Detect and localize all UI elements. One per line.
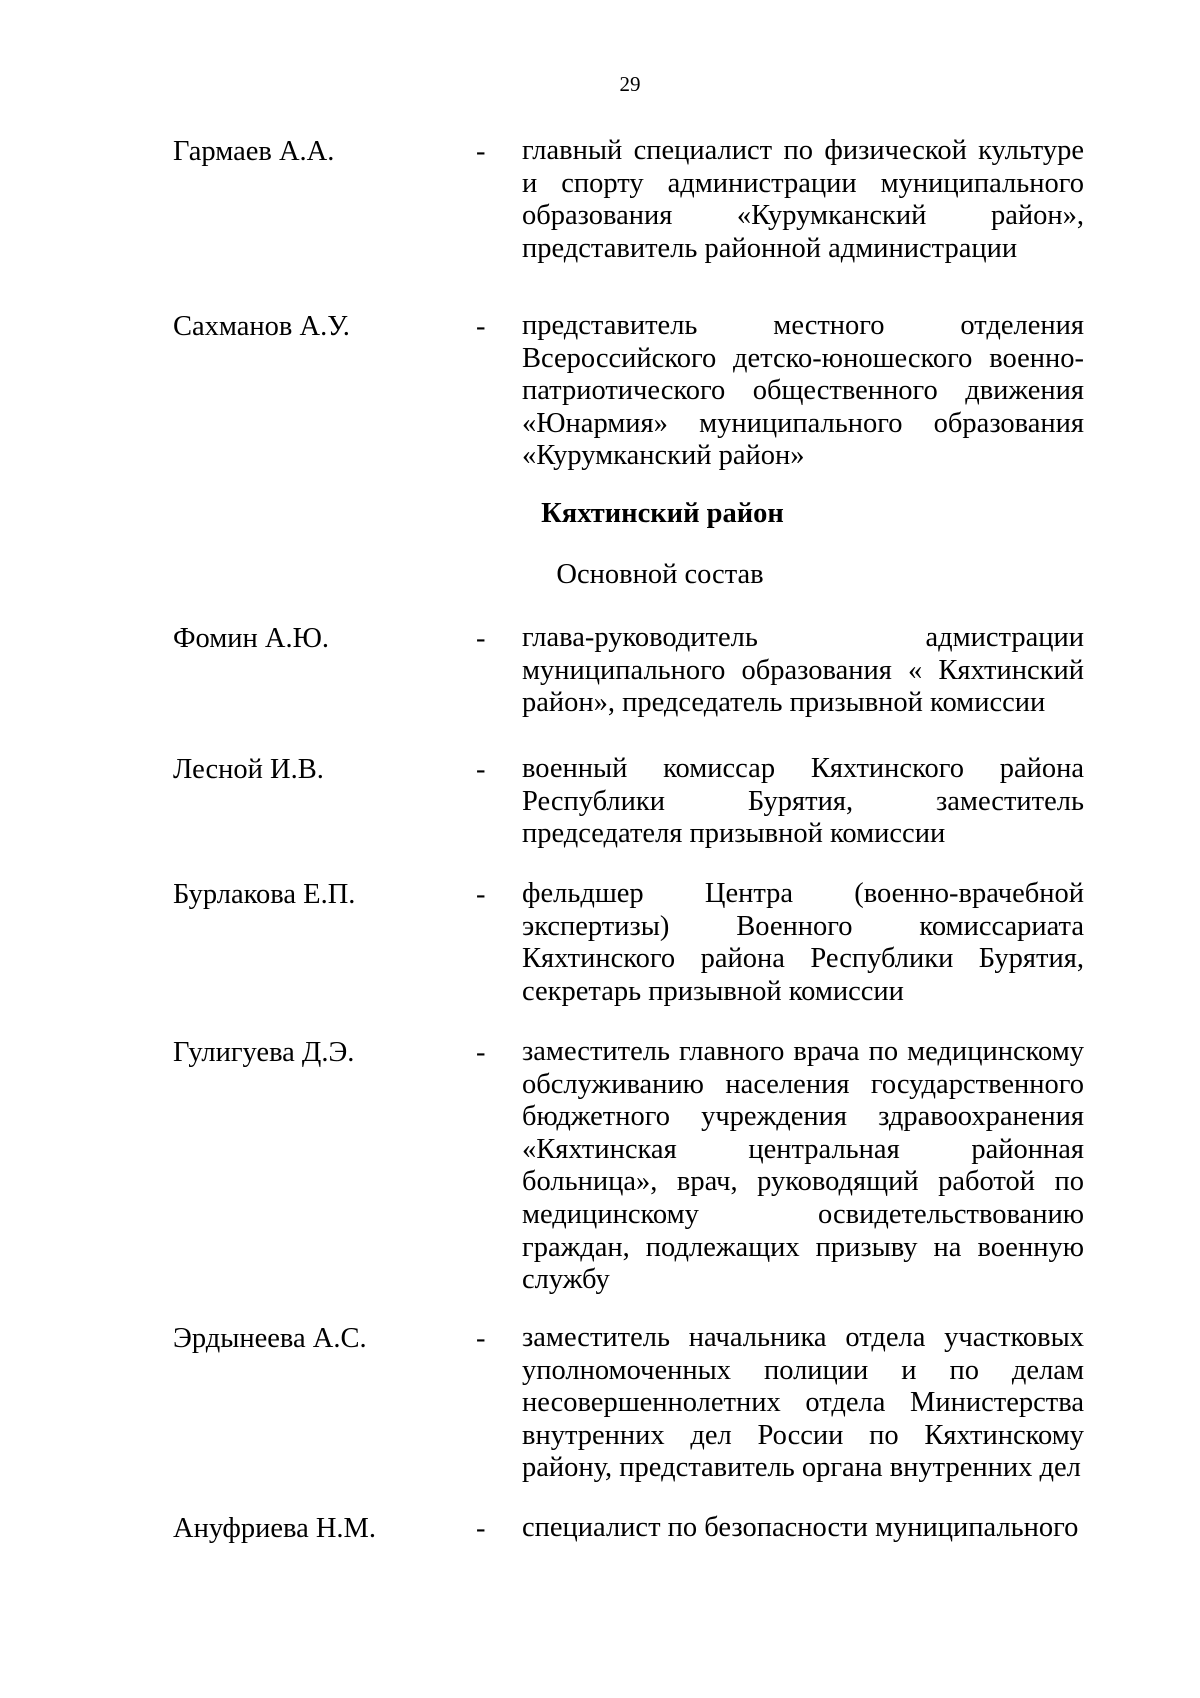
entry-dash: - — [476, 623, 486, 654]
member-description: представитель местного отделения Всероссийского детско-юношеского военно-патриотического общественного движения «Юнармия» муниципального образования «Курумканский район» — [522, 310, 1084, 472]
entry-dash: - — [476, 879, 486, 910]
member-name: Эрдынеева А.С. — [173, 1323, 367, 1354]
member-description: фельдшер Центра (военно-врачебной экспертизы) Военного комиссариата Кяхтинского района Республики Бурятия, секретарь призывной комиссии — [522, 878, 1084, 1007]
member-description: заместитель начальника отдела участковых уполномоченных полиции и по делам несовершеннолетних отдела Министерства внутренних дел России по Кяхтинскому району, представитель органа внутренних дел — [522, 1322, 1084, 1484]
member-description: военный комиссар Кяхтинского района Республики Бурятия, заместитель председателя призывной комиссии — [522, 753, 1084, 850]
member-name: Фомин А.Ю. — [173, 623, 330, 654]
member-name: Ануфриева Н.М. — [173, 1513, 377, 1544]
entry-dash: - — [476, 1323, 486, 1354]
section-heading: Кяхтинский район — [541, 498, 784, 529]
member-name: Сахманов А.У. — [173, 311, 350, 342]
member-description: специалист по безопасности муниципального — [522, 1512, 1079, 1543]
member-description: главный специалист по физической культуре и спорту администрации муниципального образования «Курумканский район», представитель районной администрации — [522, 135, 1084, 264]
entry-dash: - — [476, 1513, 486, 1544]
member-name: Бурлакова Е.П. — [173, 879, 356, 910]
page-number: 29 — [619, 72, 641, 96]
entry-dash: - — [476, 1037, 486, 1068]
member-name: Лесной И.В. — [173, 754, 324, 785]
entry-dash: - — [476, 136, 486, 167]
section-subheading: Основной состав — [556, 559, 764, 590]
member-name: Гармаев А.А. — [173, 136, 335, 167]
entry-dash: - — [476, 311, 486, 342]
entry-dash: - — [476, 754, 486, 785]
member-description: глава-руководитель адмистрации муниципального образования « Кяхтинский район», председатель призывной комиссии — [522, 622, 1084, 719]
member-description: заместитель главного врача по медицинскому обслуживанию населения государственного бюджетного учреждения здравоохранения «Кяхтинская центральная районная больница», врач, руководящий работой по медицинскому освидетельствованию граждан, подлежащих призыву на военную службу — [522, 1036, 1084, 1296]
member-name: Гулигуева Д.Э. — [173, 1037, 355, 1068]
